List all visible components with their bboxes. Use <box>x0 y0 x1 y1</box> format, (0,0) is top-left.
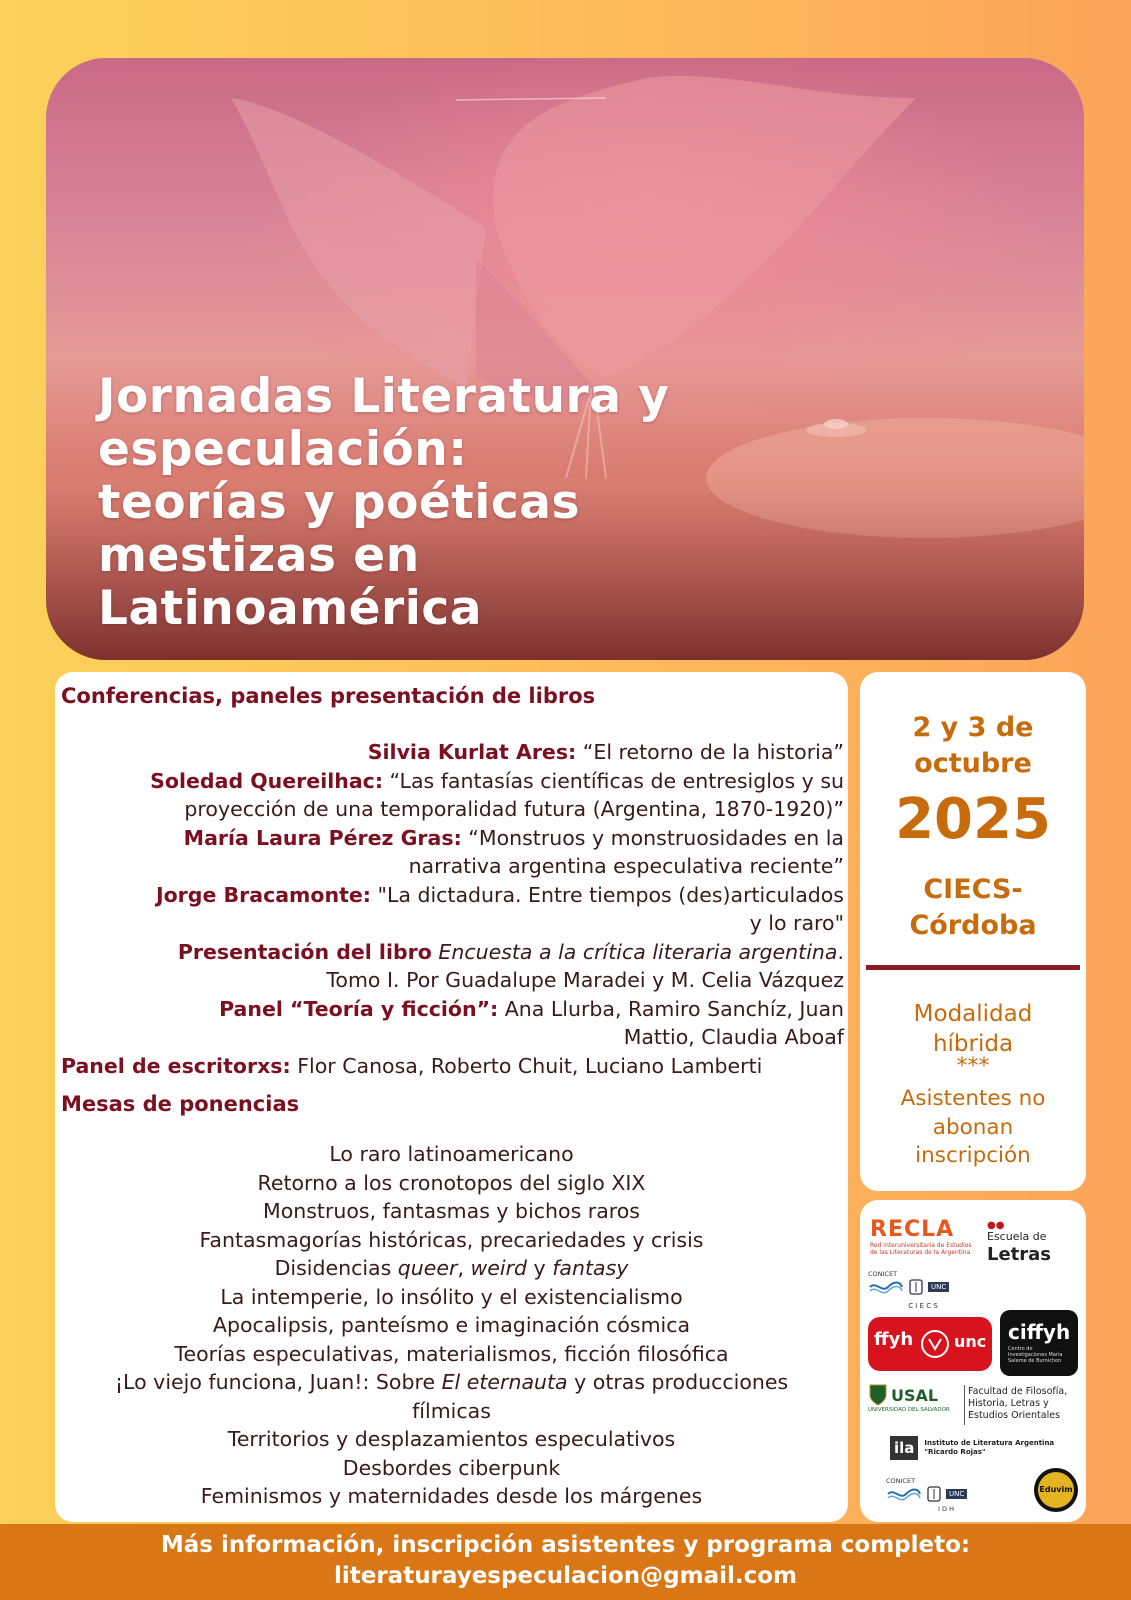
modality <box>860 999 1086 1059</box>
escuela-line: Letras <box>987 1244 1052 1265</box>
unc-text: UNC <box>946 1489 967 1499</box>
mesa-item: fílmicas <box>412 1398 491 1423</box>
hero-banner <box>46 58 1084 660</box>
mesas-list <box>55 1140 848 1511</box>
speaker-talk: “El retorno de la historia” <box>576 740 844 764</box>
book-title: Encuesta a la crítica literaria argentina <box>431 939 838 964</box>
usal-shield-icon <box>868 1383 888 1407</box>
recla-logo-sub: Red interuniversitaria de Estudios de las Literaturas de la Argentina <box>870 1242 972 1256</box>
modality-line: híbrida <box>932 1031 1014 1057</box>
event-year: 2025 <box>895 787 1051 852</box>
event-place <box>860 872 1086 944</box>
ila-text: Instituto de Literatura Argentina "Ricardo Rojas" <box>924 1439 1055 1456</box>
mesa-item: Desbordes ciberpunk <box>342 1455 561 1480</box>
speaker-list <box>55 738 844 1080</box>
speaker-talk: Ana Llurba, Ramiro Sanchíz, Juan <box>498 996 844 1021</box>
unc-text: UNC <box>928 1282 949 1292</box>
ffyh-unc-logo <box>868 1317 992 1371</box>
speaker-entry <box>55 938 844 967</box>
speaker-name: Presentación del libro <box>177 939 432 964</box>
event-title <box>98 370 928 635</box>
usal-sub: UNIVERSIDAD DEL SALVADOR <box>868 1407 950 1413</box>
program-card <box>55 672 848 1522</box>
speaker-name: María Laura Pérez Gras: <box>183 825 462 850</box>
conicet-text: CONICET <box>868 1270 898 1278</box>
speaker-talk: “Las fantasías científicas de entresiglos y su <box>383 768 844 793</box>
conferences-heading: Conferencias, paneles presentación de libros <box>61 684 596 708</box>
title-line: Latinoamérica <box>98 581 482 636</box>
footer-info-text: Más información, inscripción asistentes y programa completo: <box>160 1532 971 1558</box>
recla-logo <box>870 1218 975 1256</box>
speaker-entry <box>55 767 844 796</box>
speaker-name: Panel de escritorxs: <box>61 1053 291 1078</box>
unc-red-text: unc <box>954 1332 987 1351</box>
title-line: especulación: <box>98 422 468 477</box>
speaker-talk-cont: narrativa argentina especulativa reciente” <box>408 854 844 878</box>
speaker-name: Silvia Kurlat Ares: <box>367 740 577 764</box>
speaker-talk-cont: Mattio, Claudia Aboaf <box>623 1025 844 1049</box>
event-info-card <box>860 672 1086 1191</box>
mesa-item: Territorios y desplazamientos especulativos <box>227 1427 676 1451</box>
mesa-item: ¡Lo viejo funciona, Juan!: Sobre El eternauta y otras producciones <box>114 1370 789 1394</box>
speaker-entry <box>55 995 844 1024</box>
escuela-line: Escuela de <box>987 1230 1047 1243</box>
speaker-entry <box>55 1052 844 1081</box>
unc-seal-icon <box>920 1327 950 1361</box>
unc-crest-icon <box>908 1278 924 1296</box>
attendees-note <box>860 1085 1086 1171</box>
mesa-item: Monstruos, fantasmas y bichos raros <box>263 1199 640 1223</box>
title-line: mestizas en <box>98 528 420 583</box>
recla-logo-text: RECLA <box>870 1217 955 1242</box>
ila-logo <box>890 1436 1080 1460</box>
speaker-name: Jorge Bracamonte: <box>155 882 371 907</box>
divider <box>866 965 1080 970</box>
title-line: teorías y poéticas <box>98 475 580 530</box>
idh-text: I D H <box>938 1505 954 1513</box>
ciecs-text: C I E C S <box>908 1302 938 1310</box>
speaker-talk: “Monstruos y monstruosidades en la <box>461 825 844 850</box>
footer-contact <box>0 1524 1131 1600</box>
speaker-talk: . <box>837 939 844 964</box>
date-line: octubre <box>914 748 1032 779</box>
speaker-talk: "La dictadura. Entre tiempos (des)articulados <box>371 882 844 907</box>
conicet-wave-icon <box>886 1487 922 1501</box>
title-line: Jornadas Literatura y <box>98 369 670 424</box>
facultad-text: Facultad de Filosofía, Historia, Letras y Estudios Orientales <box>968 1386 1068 1421</box>
speaker-entry <box>55 738 844 767</box>
ciffyh-sub: Centro de Investigaciones María Saleme de Burnichon <box>1008 1346 1063 1364</box>
attendees-line: inscripción <box>915 1143 1031 1168</box>
speaker-name: Panel “Teoría y ficción”: <box>219 996 499 1021</box>
attendees-line: Asistentes no <box>900 1086 1046 1111</box>
place-line: Córdoba <box>909 910 1037 941</box>
mesa-item: Disidencias queer, weird y fantasy <box>274 1256 629 1280</box>
date-line: 2 y 3 de <box>912 712 1034 743</box>
mesa-item: Feminismos y maternidades desde los márgenes <box>200 1484 703 1508</box>
conicet-text: CONICET <box>886 1477 916 1485</box>
idh-logo <box>886 1477 1006 1513</box>
speaker-talk-cont: Tomo I. Por Guadalupe Maradei y M. Celia Vázquez <box>326 968 844 992</box>
ila-mark: ila <box>890 1436 918 1460</box>
ciffyh-text: ciffyh <box>1008 1320 1071 1344</box>
ciecs-logo <box>868 1270 978 1310</box>
stars-separator: *** <box>956 1054 990 1079</box>
place-line: CIECS- <box>923 874 1023 905</box>
speaker-entry <box>55 881 844 910</box>
mesa-item: La intemperie, lo insólito y el existencialismo <box>220 1284 683 1309</box>
modality-line: Modalidad <box>913 1001 1033 1027</box>
eduvim-logo <box>1034 1468 1078 1512</box>
usal-logo <box>868 1383 958 1413</box>
speaker-name: Soledad Quereilhac: <box>150 768 384 793</box>
mesa-item: Apocalipsis, panteísmo e imaginación cósmica <box>212 1313 691 1337</box>
mesa-item: Fantasmagorías históricas, precariedades y crisis <box>199 1227 704 1252</box>
mesa-item: Retorno a los cronotopos del siglo XIX <box>257 1170 646 1195</box>
mesas-heading: Mesas de ponencias <box>61 1092 300 1116</box>
ffyh-text: ffyh <box>874 1329 914 1350</box>
contact-email[interactable]: literaturayespeculacion@gmail.com <box>333 1563 798 1589</box>
attendees-line: abonan <box>932 1114 1014 1140</box>
ciffyh-logo <box>1000 1310 1078 1376</box>
eduvim-text: Eduvim <box>1039 1485 1073 1494</box>
unc-crest-icon <box>926 1485 942 1503</box>
mesa-item: Lo raro latinoamericano <box>329 1142 574 1166</box>
speaker-entry <box>55 824 844 853</box>
escuela-letras-logo <box>987 1222 1077 1266</box>
usal-text: USAL <box>891 1385 939 1405</box>
sponsor-logos-card <box>860 1200 1086 1522</box>
speaker-talk-cont: proyección de una temporalidad futura (Argentina, 1870-1920)” <box>184 797 844 821</box>
speaker-talk-cont: y lo raro" <box>749 911 844 935</box>
speaker-talk: Flor Canosa, Roberto Chuit, Luciano Lamberti <box>290 1053 763 1078</box>
conicet-wave-icon <box>868 1280 904 1294</box>
event-date <box>860 710 1086 782</box>
mesa-item: Teorías especulativas, materialismos, ficción filosófica <box>174 1341 729 1366</box>
escuela-dots-icon: ●● <box>987 1220 1005 1231</box>
